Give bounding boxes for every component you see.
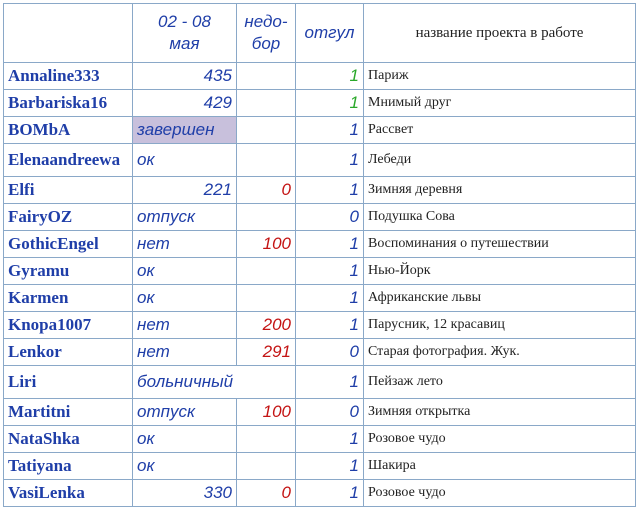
leave-cell: 1 (296, 231, 364, 258)
header-shortfall (237, 4, 296, 63)
member-name: Martitni (4, 399, 133, 426)
table-row (4, 177, 636, 204)
member-name: Gyramu (4, 258, 133, 285)
week-cell: 429 (133, 90, 237, 117)
project-cell: Зимняя деревня (364, 177, 636, 204)
leave-cell: 0 (296, 204, 364, 231)
leave-cell: 1 (296, 63, 364, 90)
leave-cell: 0 (296, 399, 364, 426)
table-row (4, 144, 636, 177)
week-cell: ок (133, 258, 237, 285)
member-name: Elfi (4, 177, 133, 204)
shortfall-cell: 0 (237, 177, 296, 204)
table-row (4, 90, 636, 117)
member-name: Liri (4, 366, 133, 399)
week-cell: ок (133, 285, 237, 312)
shortfall-cell (237, 63, 296, 90)
leave-cell: 1 (296, 480, 364, 507)
shortfall-cell: 291 (237, 339, 296, 366)
shortfall-cell (237, 453, 296, 480)
project-cell: Пейзаж лето (364, 366, 636, 399)
member-name: GothicEngel (4, 231, 133, 258)
week-cell: больничный (133, 366, 296, 399)
header-leave: отгул (296, 4, 364, 63)
table-row (4, 63, 636, 90)
table-row (4, 399, 636, 426)
week-cell: 435 (133, 63, 237, 90)
leave-cell: 1 (296, 117, 364, 144)
project-cell: Шакира (364, 453, 636, 480)
header-week (133, 4, 237, 63)
shortfall-cell (237, 204, 296, 231)
table-row (4, 312, 636, 339)
shortfall-cell: 100 (237, 231, 296, 258)
header-shortfall-line2: бор (251, 34, 281, 53)
project-cell: Лебеди (364, 144, 636, 177)
header-name-cell (4, 4, 133, 63)
week-cell: нет (133, 312, 237, 339)
project-cell: Париж (364, 63, 636, 90)
member-name: FairyOZ (4, 204, 133, 231)
member-name: Elenaandreewa (4, 144, 133, 177)
week-cell: 330 (133, 480, 237, 507)
table-row (4, 258, 636, 285)
member-name: Annaline333 (4, 63, 133, 90)
shortfall-cell (237, 144, 296, 177)
week-cell: нет (133, 231, 237, 258)
header-week-line2: мая (169, 34, 200, 53)
leave-cell: 1 (296, 258, 364, 285)
week-cell: 221 (133, 177, 237, 204)
table-row (4, 453, 636, 480)
header-row (4, 4, 636, 63)
leave-cell: 1 (296, 312, 364, 339)
member-name: BOMbA (4, 117, 133, 144)
table-row (4, 285, 636, 312)
header-project: название проекта в работе (364, 4, 636, 63)
week-cell: ок (133, 144, 237, 177)
table-row (4, 366, 636, 399)
leave-cell: 1 (296, 426, 364, 453)
table-row (4, 426, 636, 453)
shortfall-cell: 200 (237, 312, 296, 339)
member-name: Barbariska16 (4, 90, 133, 117)
member-name: Karmen (4, 285, 133, 312)
table-row (4, 339, 636, 366)
shortfall-cell (237, 426, 296, 453)
member-name: Lenkor (4, 339, 133, 366)
leave-cell: 1 (296, 366, 364, 399)
shortfall-cell (237, 117, 296, 144)
shortfall-cell (237, 285, 296, 312)
project-cell: Воспоминания о путешествии (364, 231, 636, 258)
shortfall-cell: 100 (237, 399, 296, 426)
project-cell: Нью-Йорк (364, 258, 636, 285)
week-cell: завершен (133, 117, 237, 144)
member-name: Tatiyana (4, 453, 133, 480)
week-cell: отпуск (133, 399, 237, 426)
project-cell: Розовое чудо (364, 480, 636, 507)
project-cell: Старая фотография. Жук. (364, 339, 636, 366)
leave-cell: 1 (296, 144, 364, 177)
week-cell: ок (133, 453, 237, 480)
leave-cell: 1 (296, 90, 364, 117)
member-name: NataShka (4, 426, 133, 453)
project-cell: Розовое чудо (364, 426, 636, 453)
table-row (4, 204, 636, 231)
project-cell: Мнимый друг (364, 90, 636, 117)
table-row (4, 480, 636, 507)
header-shortfall-line1: недо- (244, 12, 288, 31)
leave-cell: 1 (296, 285, 364, 312)
project-cell: Зимняя открытка (364, 399, 636, 426)
shortfall-cell: 0 (237, 480, 296, 507)
table-row (4, 231, 636, 258)
leave-cell: 0 (296, 339, 364, 366)
week-cell: отпуск (133, 204, 237, 231)
shortfall-cell (237, 90, 296, 117)
project-cell: Парусник, 12 красавиц (364, 312, 636, 339)
week-cell: нет (133, 339, 237, 366)
shortfall-cell (237, 258, 296, 285)
member-name: Knopa1007 (4, 312, 133, 339)
project-cell: Подушка Сова (364, 204, 636, 231)
header-week-line1: 02 - 08 (158, 12, 211, 31)
schedule-table (3, 3, 636, 507)
leave-cell: 1 (296, 453, 364, 480)
leave-cell: 1 (296, 177, 364, 204)
project-cell: Рассвет (364, 117, 636, 144)
member-name: VasiLenka (4, 480, 133, 507)
table-row (4, 117, 636, 144)
project-cell: Африканские львы (364, 285, 636, 312)
week-cell: ок (133, 426, 237, 453)
